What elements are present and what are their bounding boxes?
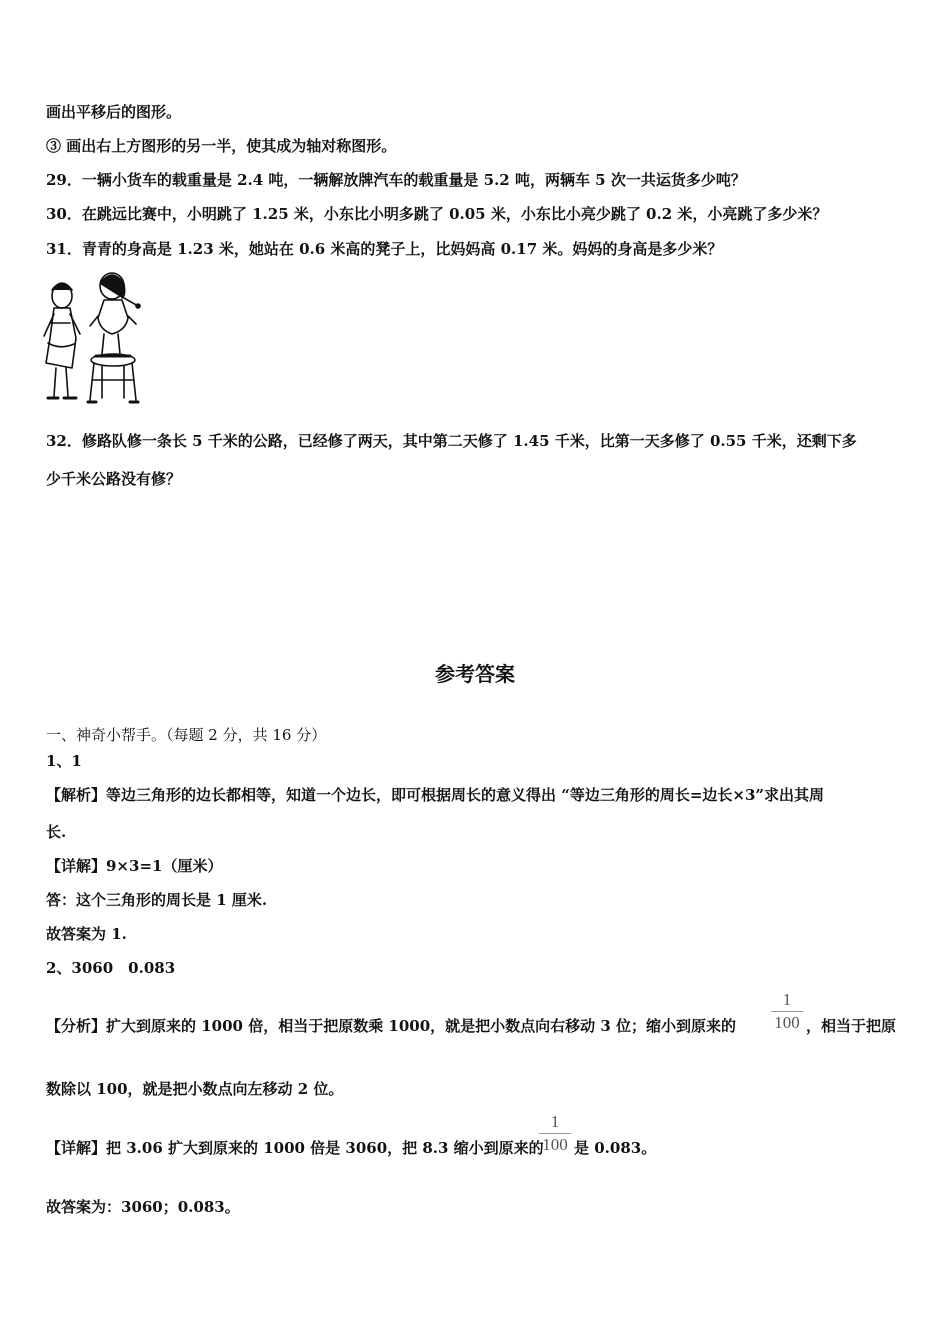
q32-line2: 少千米公路没有修？ — [46, 470, 182, 488]
fraction-bar — [539, 1133, 571, 1134]
question-31: 31．青青的身高是 1.23 米，她站在 0.6 米高的凳子上，比妈妈高 0.17 米。妈妈的身高是多少米？ — [46, 240, 723, 258]
answer-2-head: 2、3060 0.083 — [46, 959, 176, 977]
fraction-denominator: 100 — [542, 1135, 568, 1154]
fraction-one-hundredth — [771, 990, 803, 1033]
question-29: 29．一辆小货车的载重量是 2.4 吨，一辆解放牌汽车的载重量是 5.2 吨，两辆车 5 次一共运货多少吨？ — [46, 171, 746, 189]
answer-2-detail-start: 【详解】把 3.06 扩大到原来的 1000 倍是 3060，把 8.3 缩小到原来的 — [46, 1139, 544, 1157]
q28-line2: ③ 画出右上方图形的另一半，使其成为轴对称图形。 — [46, 137, 397, 155]
answer-2-analysis-line1-end: ，相当于把原 — [806, 1017, 897, 1035]
answer-1-analysis-line2: 长. — [46, 823, 67, 841]
answer-1-head: 1、1 — [46, 752, 82, 770]
q32-line1: 32．修路队修一条长 5 千米的公路，已经修了两天，其中第二天修了 1.45 千米，比第一天多修了 0.55 千米，还剩下多 — [46, 432, 857, 450]
answer-2-analysis-line1-start: 【分析】扩大到原来的 1000 倍，相当于把原数乘 1000，就是把小数点向右移动 3 位；缩小到原来的 — [46, 1017, 737, 1035]
answer-2-detail-end: 是 0.083。 — [574, 1139, 657, 1157]
girls-illustration — [42, 268, 152, 408]
fraction-denominator: 100 — [774, 1013, 800, 1032]
fraction-numerator: 1 — [550, 1112, 560, 1131]
question-30: 30．在跳远比赛中，小明跳了 1.25 米，小东比小明多跳了 0.05 米，小东比小亮少跳了 0.2 米，小亮跳了多少米？ — [46, 205, 828, 223]
answer-1-detail: 【详解】9×3=1（厘米） — [46, 857, 223, 875]
fraction-numerator: 1 — [782, 990, 792, 1009]
answer-1-final: 故答案为 1. — [46, 925, 127, 943]
q28-line1: 画出平移后的图形。 — [46, 103, 182, 121]
answer-1-analysis-line1: 【解析】等边三角形的边长都相等，知道一个边长，即可根据周长的意义得出 “等边三角形的周长=边长×3”求出其周 — [46, 786, 825, 804]
answers-title: 参考答案 — [435, 662, 515, 686]
fraction-one-hundredth-detail — [539, 1112, 571, 1155]
fraction-bar — [771, 1011, 803, 1012]
section1-heading: 一、神奇小帮手。（每题 2 分，共 16 分） — [46, 726, 327, 744]
answer-2-final: 故答案为：3060；0.083。 — [46, 1198, 240, 1216]
answer-1-reply: 答：这个三角形的周长是 1 厘米. — [46, 891, 268, 909]
answer-2-analysis-line2: 数除以 100，就是把小数点向左移动 2 位。 — [46, 1080, 344, 1098]
